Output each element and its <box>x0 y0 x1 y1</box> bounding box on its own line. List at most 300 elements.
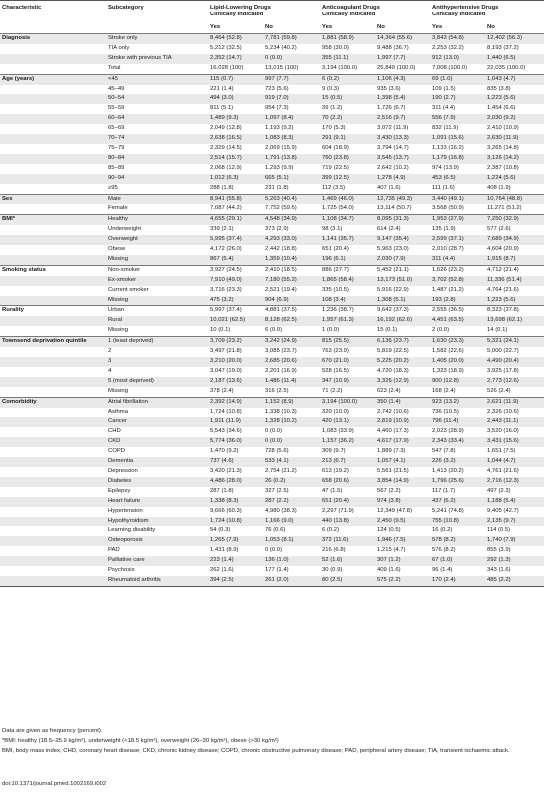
value-cell: 1,236 (38.7) <box>320 306 375 316</box>
row-group-spacer <box>0 457 106 467</box>
table-row <box>0 357 544 367</box>
table-row <box>0 215 544 225</box>
value-cell: 1,413 (20.2) <box>432 467 464 474</box>
group-header-lipid: Lipid-Lowering Drugs <box>210 4 271 11</box>
value-cell: 5,963 (23.0) <box>377 246 409 253</box>
value-cell: 111 (1.6) <box>432 184 455 191</box>
value-cell: 2,387 (10.8) <box>487 164 519 171</box>
row-group-spacer <box>0 556 106 566</box>
table-row <box>0 44 544 54</box>
value-cell: 262 (1.6) <box>210 567 234 574</box>
value-cell: 1,265 (7.9) <box>208 536 263 546</box>
table-body <box>0 34 544 587</box>
value-cell: 1,724 (10.8) <box>208 517 263 527</box>
table-row <box>0 204 544 214</box>
table-row <box>0 184 544 194</box>
subcategory-cell: Ex-smoker <box>106 276 208 286</box>
value-cell: 3,242 (24.9) <box>263 337 320 347</box>
value-cell: 8,193 (37.2) <box>487 44 519 51</box>
row-group-spacer <box>0 357 106 367</box>
value-cell: 4,486 (28.0) <box>208 477 263 487</box>
subcategory-cell: Epilepsy <box>108 487 131 494</box>
subcategory-cell: Osteoporosis <box>106 536 208 546</box>
value-cell: 3,085 (23.7) <box>265 348 297 355</box>
value-cell: 9,666 (60.3) <box>210 507 242 514</box>
value-cell: 320 (10.0) <box>322 408 349 415</box>
table-row <box>0 316 544 326</box>
value-cell: 4,761 (21.6) <box>487 467 519 474</box>
table-row <box>0 74 544 84</box>
row-group-spacer <box>0 44 106 54</box>
table-row <box>0 104 544 114</box>
row-group-spacer <box>0 245 106 255</box>
value-cell: 3,430 (13.3) <box>375 134 430 144</box>
row-group-spacer <box>0 235 106 245</box>
table-row <box>0 276 544 286</box>
value-cell: 440 (13.8) <box>320 517 375 527</box>
yes-header: Yes <box>208 22 263 34</box>
value-cell: 1,308 (5.1) <box>375 296 430 306</box>
table-row <box>0 296 544 306</box>
value-cell: 526 (2.4) <box>487 387 511 394</box>
value-cell: 335 (10.5) <box>322 286 349 293</box>
value-cell: 5,321 (24.1) <box>485 337 544 347</box>
value-cell: 170 (2.4) <box>430 576 485 586</box>
value-cell: 5,916 (22.9) <box>377 286 409 293</box>
value-cell: 15 (0.1) <box>377 327 398 334</box>
value-cell: 288 (1.8) <box>210 184 234 191</box>
value-cell: 190 (2.7) <box>430 94 485 104</box>
value-cell: 1,725 (54.0) <box>322 205 354 212</box>
value-cell: 4,548 (34.9) <box>263 215 320 225</box>
value-cell: 16,028 (100) <box>210 64 244 71</box>
table-row <box>0 546 544 556</box>
value-cell: 226 (3.2) <box>430 457 485 467</box>
value-cell: 3,326 (12.9) <box>375 377 430 387</box>
value-cell: 67 (1.0) <box>430 556 485 566</box>
value-cell: 3,072 (11.9) <box>377 125 409 132</box>
subcategory-cell: 80–84 <box>106 154 208 164</box>
value-cell: 604 (18.9) <box>322 144 349 151</box>
value-cell: 1,188 (5.4) <box>485 497 544 507</box>
table-row <box>0 144 544 154</box>
value-cell: 578 (8.2) <box>430 536 485 546</box>
value-cell: 2 (0.0) <box>432 327 450 334</box>
value-cell: 1,215 (4.7) <box>377 547 406 554</box>
row-group-label: BMI* <box>0 215 106 225</box>
row-group-spacer <box>0 507 106 517</box>
table-row <box>0 245 544 255</box>
value-cell: 4,980 (38.3) <box>265 507 297 514</box>
value-cell: 2,773 (12.6) <box>485 377 544 387</box>
table-row <box>0 387 544 397</box>
row-group-spacer <box>0 536 106 546</box>
subcategory-cell: 5 (most deprived) <box>106 377 208 387</box>
table-row <box>0 487 544 497</box>
value-cell: 6 (0.0) <box>265 327 283 334</box>
subcategory-cell: Rural <box>106 316 208 326</box>
row-group-spacer <box>0 477 106 487</box>
value-cell: 7,910 (49.0) <box>208 276 263 286</box>
value-cell: 96 (1.4) <box>432 567 453 574</box>
row-group-spacer <box>0 437 106 447</box>
value-cell: 1,726 (6.7) <box>377 105 406 112</box>
row-group-spacer <box>0 114 106 124</box>
table-row <box>0 397 544 407</box>
value-cell: 16,192 (62.6) <box>375 316 430 326</box>
table-row <box>0 337 544 347</box>
value-cell: 796 (11.4) <box>430 417 485 427</box>
value-cell: 900 (12.8) <box>430 377 485 387</box>
value-cell: 409 (1.6) <box>377 567 401 574</box>
value-cell: 311 (4.4) <box>430 255 485 265</box>
subcategory-cell: 1 (least deprived) <box>106 337 208 347</box>
value-cell: 1,166 (9.0) <box>263 517 320 527</box>
value-cell: 547 (7.8) <box>432 448 456 455</box>
subcategory-cell: Missing <box>106 296 208 306</box>
value-cell: 1,293 (9.9) <box>265 164 294 171</box>
table-row <box>0 408 544 418</box>
subcategory-cell: Hypertension <box>108 507 143 514</box>
subcategory-cell: ≥95 <box>108 184 118 191</box>
value-cell: 3,794 (14.7) <box>377 144 409 151</box>
value-cell: 2,030 (9.2) <box>485 114 544 124</box>
row-group-spacer <box>0 296 106 306</box>
value-cell: 4,881 (37.5) <box>263 306 320 316</box>
subcategory-cell: Total <box>108 64 121 71</box>
subcategory-cell: Rheumatoid arthritis <box>106 576 208 586</box>
value-cell: 13,114 (50.7) <box>377 205 412 212</box>
value-cell: 886 (27.7) <box>320 265 375 275</box>
row-group-spacer <box>0 144 106 154</box>
value-cell: 2,638 (16.5) <box>208 134 263 144</box>
table-row <box>0 517 544 527</box>
value-cell: 112 (3.5) <box>322 184 346 191</box>
value-cell: 3,126 (14.2) <box>485 154 544 164</box>
value-cell: 12,735 (49.3) <box>375 194 430 204</box>
value-cell: 1,323 (18.9) <box>432 367 464 374</box>
row-group-label: Age (years) <box>0 74 106 84</box>
subcategory-cell: 4 <box>108 367 112 374</box>
row-group-spacer <box>0 497 106 507</box>
value-cell: 5,561 (21.5) <box>377 467 409 474</box>
value-cell: 10,764 (48.8) <box>485 194 544 204</box>
value-cell: 1,338 (10.3) <box>265 408 297 415</box>
table-row <box>0 326 544 336</box>
value-cell: 372 (11.6) <box>320 536 375 546</box>
value-cell: 135 (1.9) <box>432 226 456 233</box>
value-cell: 2,297 (71.9) <box>322 507 354 514</box>
table-row <box>0 225 544 235</box>
subcategory-cell: CKD <box>106 437 208 447</box>
footnote-bmi: *BMI: healthy (18.5–25.9 kg/m²), underweight (<18.5 kg/m²), overweight (26–30 kg/m²), obese (>30 kg/m²) <box>2 737 279 744</box>
value-cell: 168 (2.4) <box>432 387 456 394</box>
value-cell: 5,819 (22.5) <box>377 348 409 355</box>
subcategory-cell: Current smoker <box>108 286 149 293</box>
value-cell: 755 (10.8) <box>430 517 485 527</box>
row-group-spacer <box>0 467 106 477</box>
value-cell: 10 (0.1) <box>210 327 231 334</box>
row-group-label: Townsend deprivation quintile <box>0 337 106 347</box>
value-cell: 0 (0.0) <box>263 437 320 447</box>
value-cell: 1,440 (6.5) <box>485 54 544 64</box>
value-cell: 719 (22.5) <box>322 164 349 171</box>
value-cell: 1 (0.0) <box>322 327 340 334</box>
subcategory-cell: Cancer <box>106 417 208 427</box>
footnote-data-format: Data are given as frequency (percent). <box>2 728 103 734</box>
value-cell: 223 (1.4) <box>208 556 263 566</box>
value-cell: 556 (7.9) <box>430 114 485 124</box>
subcategory-cell: Healthy <box>106 215 208 225</box>
value-cell: 193 (2.8) <box>430 296 485 306</box>
value-cell: 923 (13.2) <box>430 397 485 407</box>
subcategory-cell: Underweight <box>108 226 142 233</box>
row-group-spacer <box>0 487 106 497</box>
value-cell: 9,642 (37.3) <box>375 306 430 316</box>
value-cell: 408 (1.9) <box>487 184 511 191</box>
value-cell: 623 (2.4) <box>377 387 401 394</box>
value-cell: 533 (4.1) <box>263 457 320 467</box>
value-cell: 2,187 (13.6) <box>208 377 263 387</box>
value-cell: 399 (12.5) <box>320 174 375 184</box>
table-row <box>0 347 544 357</box>
value-cell: 12,349 (47.8) <box>377 507 413 514</box>
table-header <box>0 1 544 34</box>
value-cell: 9 (0.3) <box>322 85 340 92</box>
value-cell: 3,431 (15.6) <box>485 437 544 447</box>
row-group-spacer <box>0 417 106 427</box>
value-cell: 974 (3.8) <box>375 497 430 507</box>
value-cell: 1,057 (4.1) <box>375 457 430 467</box>
value-cell: 287 (1.8) <box>210 487 234 494</box>
value-cell: 5,995 (37.4) <box>208 235 263 245</box>
value-cell: 3,709 (23.2) <box>208 337 263 347</box>
value-cell: 576 (8.2) <box>432 547 456 554</box>
subcategory-cell: PAD <box>108 547 120 554</box>
value-cell: 221 (1.4) <box>210 85 234 92</box>
value-cell: 867 (5.4) <box>208 255 263 265</box>
value-cell: 1,431 (8.9) <box>210 547 239 554</box>
value-cell: 832 (11.9) <box>432 125 459 132</box>
value-cell: 0 (0.0) <box>265 428 283 435</box>
row-group-spacer <box>0 347 106 357</box>
value-cell: 5,241 (74.8) <box>432 507 464 514</box>
table-row <box>0 526 544 536</box>
value-cell: 14 (0.1) <box>487 327 508 334</box>
value-cell: 575 (2.2) <box>375 576 430 586</box>
value-cell: 1,957 (61.3) <box>320 316 375 326</box>
value-cell: 1,043 (4.7) <box>485 74 544 84</box>
row-group-spacer <box>0 326 106 336</box>
subcategory-cell: Urban <box>106 306 208 316</box>
value-cell: 1,582 (22.6) <box>432 348 464 355</box>
value-cell: 3,265 (14.8) <box>487 144 519 151</box>
table-row <box>0 417 544 427</box>
table-row <box>0 265 544 275</box>
value-cell: 339 (2.1) <box>210 226 234 233</box>
table-row <box>0 566 544 576</box>
doi-label: doi:10.1371/journal.pmed.1002169.t002 <box>2 781 107 787</box>
no-header: No <box>263 22 320 34</box>
row-group-spacer <box>0 225 106 235</box>
value-cell: 9,147 (35.4) <box>375 235 430 245</box>
value-cell: 343 (1.6) <box>487 567 511 574</box>
value-cell: 3,047 (19.0) <box>210 367 242 374</box>
value-cell: 2,521 (19.4) <box>265 286 297 293</box>
row-group-spacer <box>0 377 106 387</box>
value-cell: 373 (2.9) <box>265 226 289 233</box>
value-cell: 6 (0.2) <box>320 74 375 84</box>
subcategory-cell: Hypothyroidism <box>106 517 208 527</box>
value-cell: 5,225 (20.2) <box>375 357 430 367</box>
value-cell: 475 (3.2) <box>208 296 263 306</box>
value-cell: 2,326 (10.6) <box>487 408 519 415</box>
value-cell: 2,030 (7.9) <box>375 255 430 265</box>
value-cell: 1,791 (13.8) <box>263 154 320 164</box>
value-cell: 3,843 (54.8) <box>430 34 485 44</box>
value-cell: 2,621 (11.9) <box>485 397 544 407</box>
row-group-spacer <box>0 408 106 418</box>
value-cell: 5,263 (40.4) <box>263 194 320 204</box>
value-cell: 954 (7.3) <box>265 105 289 112</box>
value-cell: 2,514 (15.7) <box>208 154 263 164</box>
value-cell: 355 (11.1) <box>320 54 375 64</box>
table-row <box>0 164 544 174</box>
value-cell: 7,180 (55.2) <box>263 276 320 286</box>
value-cell: 2,352 (14.7) <box>208 54 263 64</box>
row-group-spacer <box>0 104 106 114</box>
value-cell: 7,781 (59.8) <box>263 34 320 44</box>
no-header: No <box>375 22 430 34</box>
value-cell: 651 (20.4) <box>320 497 375 507</box>
value-cell: 2,135 (9.7) <box>485 517 544 527</box>
value-cell: 1,486 (11.4) <box>263 377 320 387</box>
value-cell: 1,157 (36.2) <box>320 437 375 447</box>
row-group-label: Rurality <box>0 306 106 316</box>
subcategory-cell: 70–74 <box>106 134 208 144</box>
value-cell: 76 (0.6) <box>265 527 286 534</box>
table-row <box>0 507 544 517</box>
group-subheader-antihypertensive: Clinically Indicated <box>432 11 486 17</box>
value-cell: 1,454 (6.6) <box>487 105 516 112</box>
value-cell: 497 (2.3) <box>487 487 511 494</box>
value-cell: 935 (3.6) <box>377 85 401 92</box>
value-cell: 2,343 (33.4) <box>430 437 485 447</box>
value-cell: 2,253 (32.2) <box>432 44 464 51</box>
value-cell: 7,008 (100.0) <box>432 64 468 71</box>
group-header-anticoagulant: Anticoagulant Drugs <box>322 4 380 11</box>
value-cell: 855 (3.9) <box>487 547 511 554</box>
subcategory-cell: Missing <box>108 387 128 394</box>
value-cell: 16 (0.2) <box>432 527 453 534</box>
value-cell: 6 (0.2) <box>322 527 340 534</box>
value-cell: 0 (0.0) <box>265 547 283 554</box>
value-cell: 2,742 (10.6) <box>377 408 409 415</box>
row-group-spacer <box>0 174 106 184</box>
value-cell: 997 (7.7) <box>263 74 320 84</box>
row-group-label: Smoking status <box>0 265 106 275</box>
value-cell: 7,250 (32.9) <box>485 215 544 225</box>
value-cell: 109 (1.5) <box>432 85 456 92</box>
value-cell: 98 (3.1) <box>322 226 343 233</box>
value-cell: 494 (3.0) <box>208 94 263 104</box>
value-cell: 5,774 (36.0) <box>208 437 263 447</box>
value-cell: 528 (16.5) <box>322 367 349 374</box>
subcategory-cell: Overweight <box>106 235 208 245</box>
row-group-spacer <box>0 286 106 296</box>
subcategory-cell: Heart failure <box>106 497 208 507</box>
table-row <box>0 94 544 104</box>
row-group-spacer <box>0 367 106 377</box>
value-cell: 1,889 (7.3) <box>377 448 406 455</box>
value-cell: 437 (6.2) <box>430 497 485 507</box>
table-row <box>0 306 544 316</box>
value-cell: 2,392 (14.9) <box>208 397 263 407</box>
value-cell: 291 (9.1) <box>320 134 375 144</box>
subcategory-cell: 65–69 <box>108 125 125 132</box>
row-group-spacer <box>0 184 106 194</box>
subcategory-cell: 75–79 <box>108 144 125 151</box>
value-cell: 4,655 (29.1) <box>208 215 263 225</box>
subcategory-cell: 45–49 <box>108 85 125 92</box>
subcategory-cell: TIA only <box>108 44 130 51</box>
value-cell: 3,497 (21.8) <box>210 348 242 355</box>
value-cell: 1,626 (23.2) <box>430 265 485 275</box>
value-cell: 39 (1.2) <box>322 105 343 112</box>
value-cell: 737 (4.6) <box>208 457 263 467</box>
value-cell: 1,193 (9.2) <box>265 125 294 132</box>
value-cell: 8,323 (37.8) <box>485 306 544 316</box>
value-cell: 13,015 (100) <box>265 64 299 71</box>
row-group-label: Sex <box>0 194 106 204</box>
value-cell: 6,136 (23.7) <box>375 337 430 347</box>
value-cell: 1,630 (23.3) <box>430 337 485 347</box>
row-group-spacer <box>0 85 106 95</box>
row-group-spacer <box>0 94 106 104</box>
value-cell: 567 (2.2) <box>377 487 401 494</box>
value-cell: 3,440 (49.1) <box>430 194 485 204</box>
value-cell: 4,451 (63.5) <box>430 316 485 326</box>
value-cell: 1,405 (20.0) <box>430 357 485 367</box>
value-cell: 3,716 (23.3) <box>210 286 242 293</box>
value-cell: 1,359 (10.4) <box>263 255 320 265</box>
table-row <box>0 457 544 467</box>
value-cell: 1,915 (8.7) <box>485 255 544 265</box>
row-group-spacer <box>0 427 106 437</box>
value-cell: 8,941 (55.8) <box>208 194 263 204</box>
value-cell: 71 (2.2) <box>322 387 343 394</box>
table-row <box>0 114 544 124</box>
value-cell: 136 (1.0) <box>263 556 320 566</box>
value-cell: 974 (13.9) <box>432 164 459 171</box>
value-cell: 1,946 (7.5) <box>375 536 430 546</box>
value-cell: 13,698 (62.1) <box>485 316 544 326</box>
subcategory-cell: Asthma <box>108 408 128 415</box>
value-cell: 108 (3.4) <box>320 296 375 306</box>
value-cell: 2,716 (12.3) <box>485 477 544 487</box>
value-cell: 54 (0.3) <box>210 527 231 534</box>
value-cell: 2,642 (10.2) <box>377 164 409 171</box>
subcategory-cell: Missing <box>106 255 208 265</box>
value-cell: 114 (0.5) <box>487 527 511 534</box>
value-cell: 1,398 (5.4) <box>375 94 430 104</box>
value-cell: 309 (9.7) <box>322 448 346 455</box>
value-cell: 613 (19.2) <box>322 467 349 474</box>
table-row <box>0 194 544 204</box>
value-cell: 287 (2.2) <box>263 497 320 507</box>
value-cell: 723 (5.6) <box>265 85 289 92</box>
row-group-spacer <box>0 154 106 164</box>
